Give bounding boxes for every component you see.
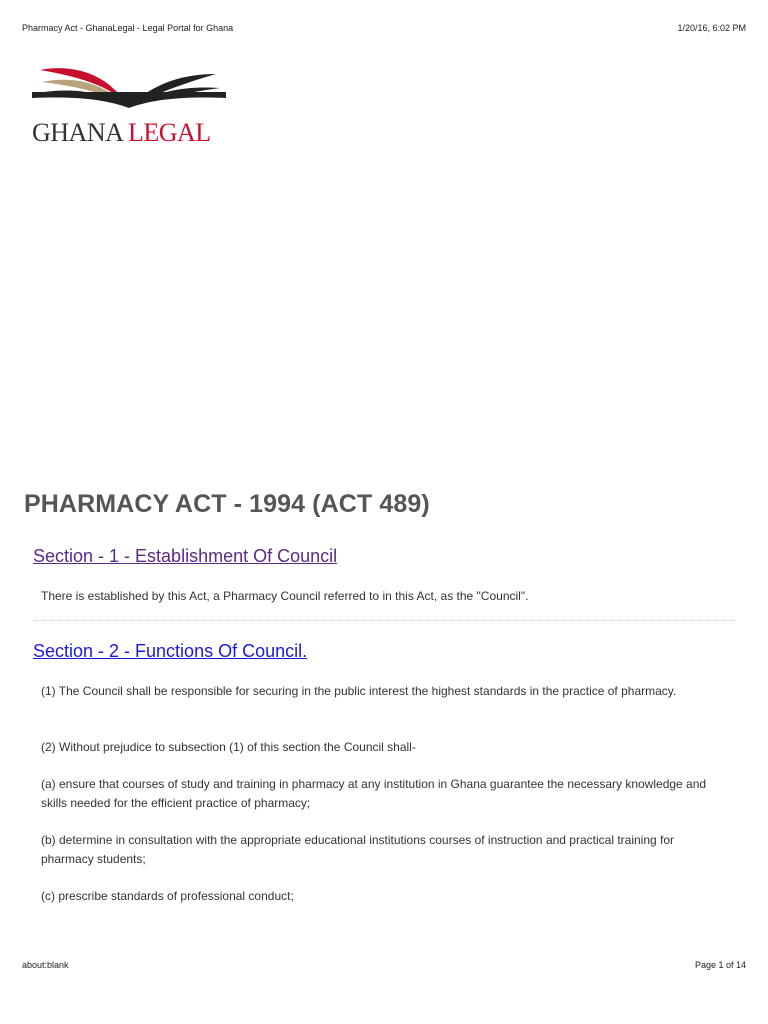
section-divider	[33, 620, 735, 621]
section-2-heading-link[interactable]: Section - 2 - Functions Of Council.	[33, 641, 308, 661]
print-header-title: Pharmacy Act - GhanaLegal - Legal Portal for Ghana	[22, 23, 234, 33]
logo-book-base	[32, 92, 226, 108]
print-header	[22, 23, 746, 33]
print-header-datetime: 1/20/16, 6:02 PM	[677, 23, 746, 33]
section-2-paragraph-2: (2) Without prejudice to subsection (1) of this section the Council shall-	[41, 740, 416, 754]
logo-word-legal: LEGAL	[127, 118, 211, 147]
logo-wordmark	[32, 118, 211, 148]
print-footer-url: about:blank	[22, 960, 69, 970]
section-2-paragraph-4: (b) determine in consultation with the appropriate educational institutions courses of instruction and practical training for pharmacy students;	[41, 833, 675, 866]
section-2-paragraph-5: (c) prescribe standards of professional conduct;	[41, 889, 294, 903]
section-2-paragraph-1: (1) The Council shall be responsible for securing in the public interest the highest standards in the practice of pharmacy.	[41, 684, 677, 698]
print-footer-page-number: Page 1 of 14	[694, 960, 746, 970]
section-2-paragraph-3: (a) ensure that courses of study and training in pharmacy at any institution in Ghana guarantee the necessary knowledge and skills needed for the efficient practice of pharmacy;	[41, 777, 707, 810]
page-title: PHARMACY ACT - 1994 (ACT 489)	[24, 490, 430, 518]
section-1-paragraph-1: There is established by this Act, a Pharmacy Council referred to in this Act, as the "Council".	[41, 589, 529, 603]
section-1-heading-link[interactable]: Section - 1 - Establishment Of Council	[33, 546, 338, 566]
logo-word-ghana: GHANA	[32, 118, 122, 147]
print-footer	[22, 960, 746, 970]
